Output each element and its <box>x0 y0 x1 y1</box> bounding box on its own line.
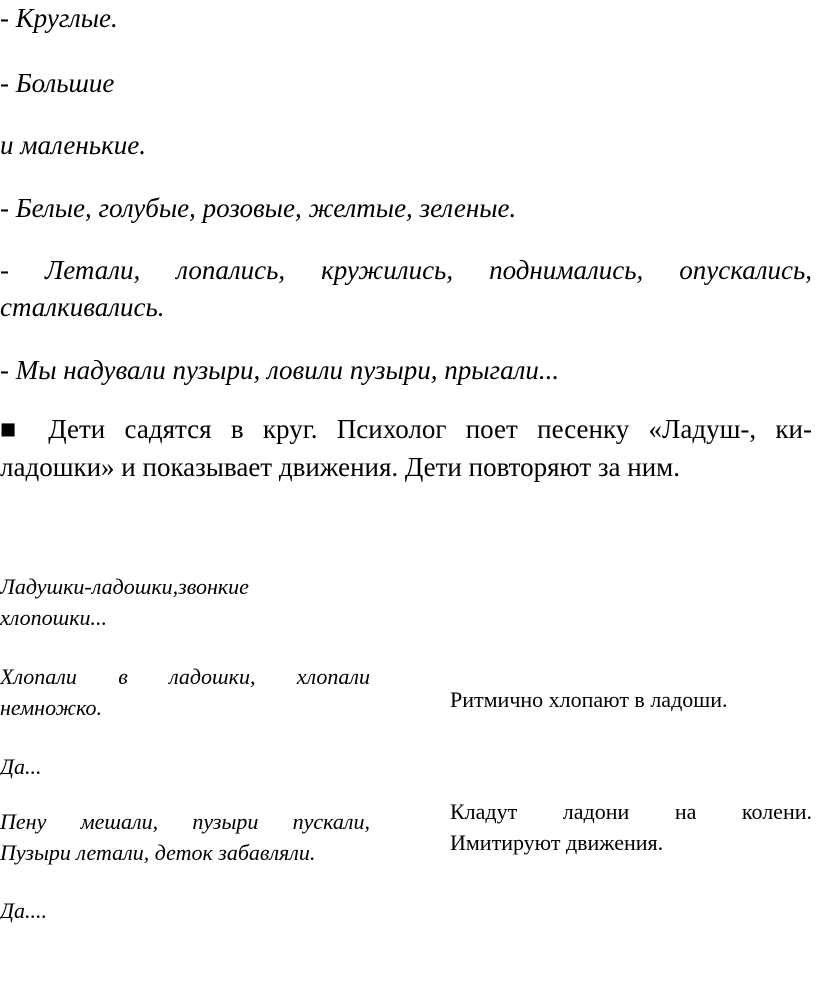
poem-line: немножко. <box>0 695 102 720</box>
action-1: Ритмично хлопают в ладоши. <box>450 687 728 712</box>
action-line: Кладут ладони на колени. <box>450 799 812 824</box>
action-line: Имитируют движения. <box>450 830 664 855</box>
answer-1: - Круглые. <box>0 3 118 33</box>
poem-column <box>0 661 370 723</box>
poem-line: Да... <box>0 754 42 779</box>
poem-line: хлопошки... <box>0 605 108 630</box>
poem-line: Ладушки-ладошки,звонкие <box>0 574 249 599</box>
poem-line: Хлопали в ладошки, хлопали <box>0 664 370 689</box>
poem-line: Пузыри летали, деток забавляли. <box>0 840 316 865</box>
poem-line: Да.... <box>0 898 47 923</box>
answer-4-cont: сталкивались. <box>0 292 165 322</box>
answer-2: - Большие <box>0 68 115 98</box>
instruction-line-1: ■ Дети садятся в круг. Психолог поет песенку «Ладуш-, ки- <box>0 414 812 444</box>
poem-column <box>0 571 370 633</box>
poem-line: Пену мешали, пузыри пускали, <box>0 809 370 834</box>
answer-3: - Белые, голубые, розовые, желтые, зеленые. <box>0 193 517 223</box>
answer-5: - Мы надували пузыри, ловили пузыри, прыгали... <box>0 355 560 385</box>
answer-2-cont: и маленькие. <box>0 130 146 160</box>
answer-4: - Летали, лопались, кружились, поднимались, опускались, <box>0 255 812 285</box>
instruction-line-2: ладошки» и показывает движения. Дети повторяют за ним. <box>0 452 681 482</box>
poem-column <box>0 806 370 868</box>
action-2 <box>450 796 812 858</box>
